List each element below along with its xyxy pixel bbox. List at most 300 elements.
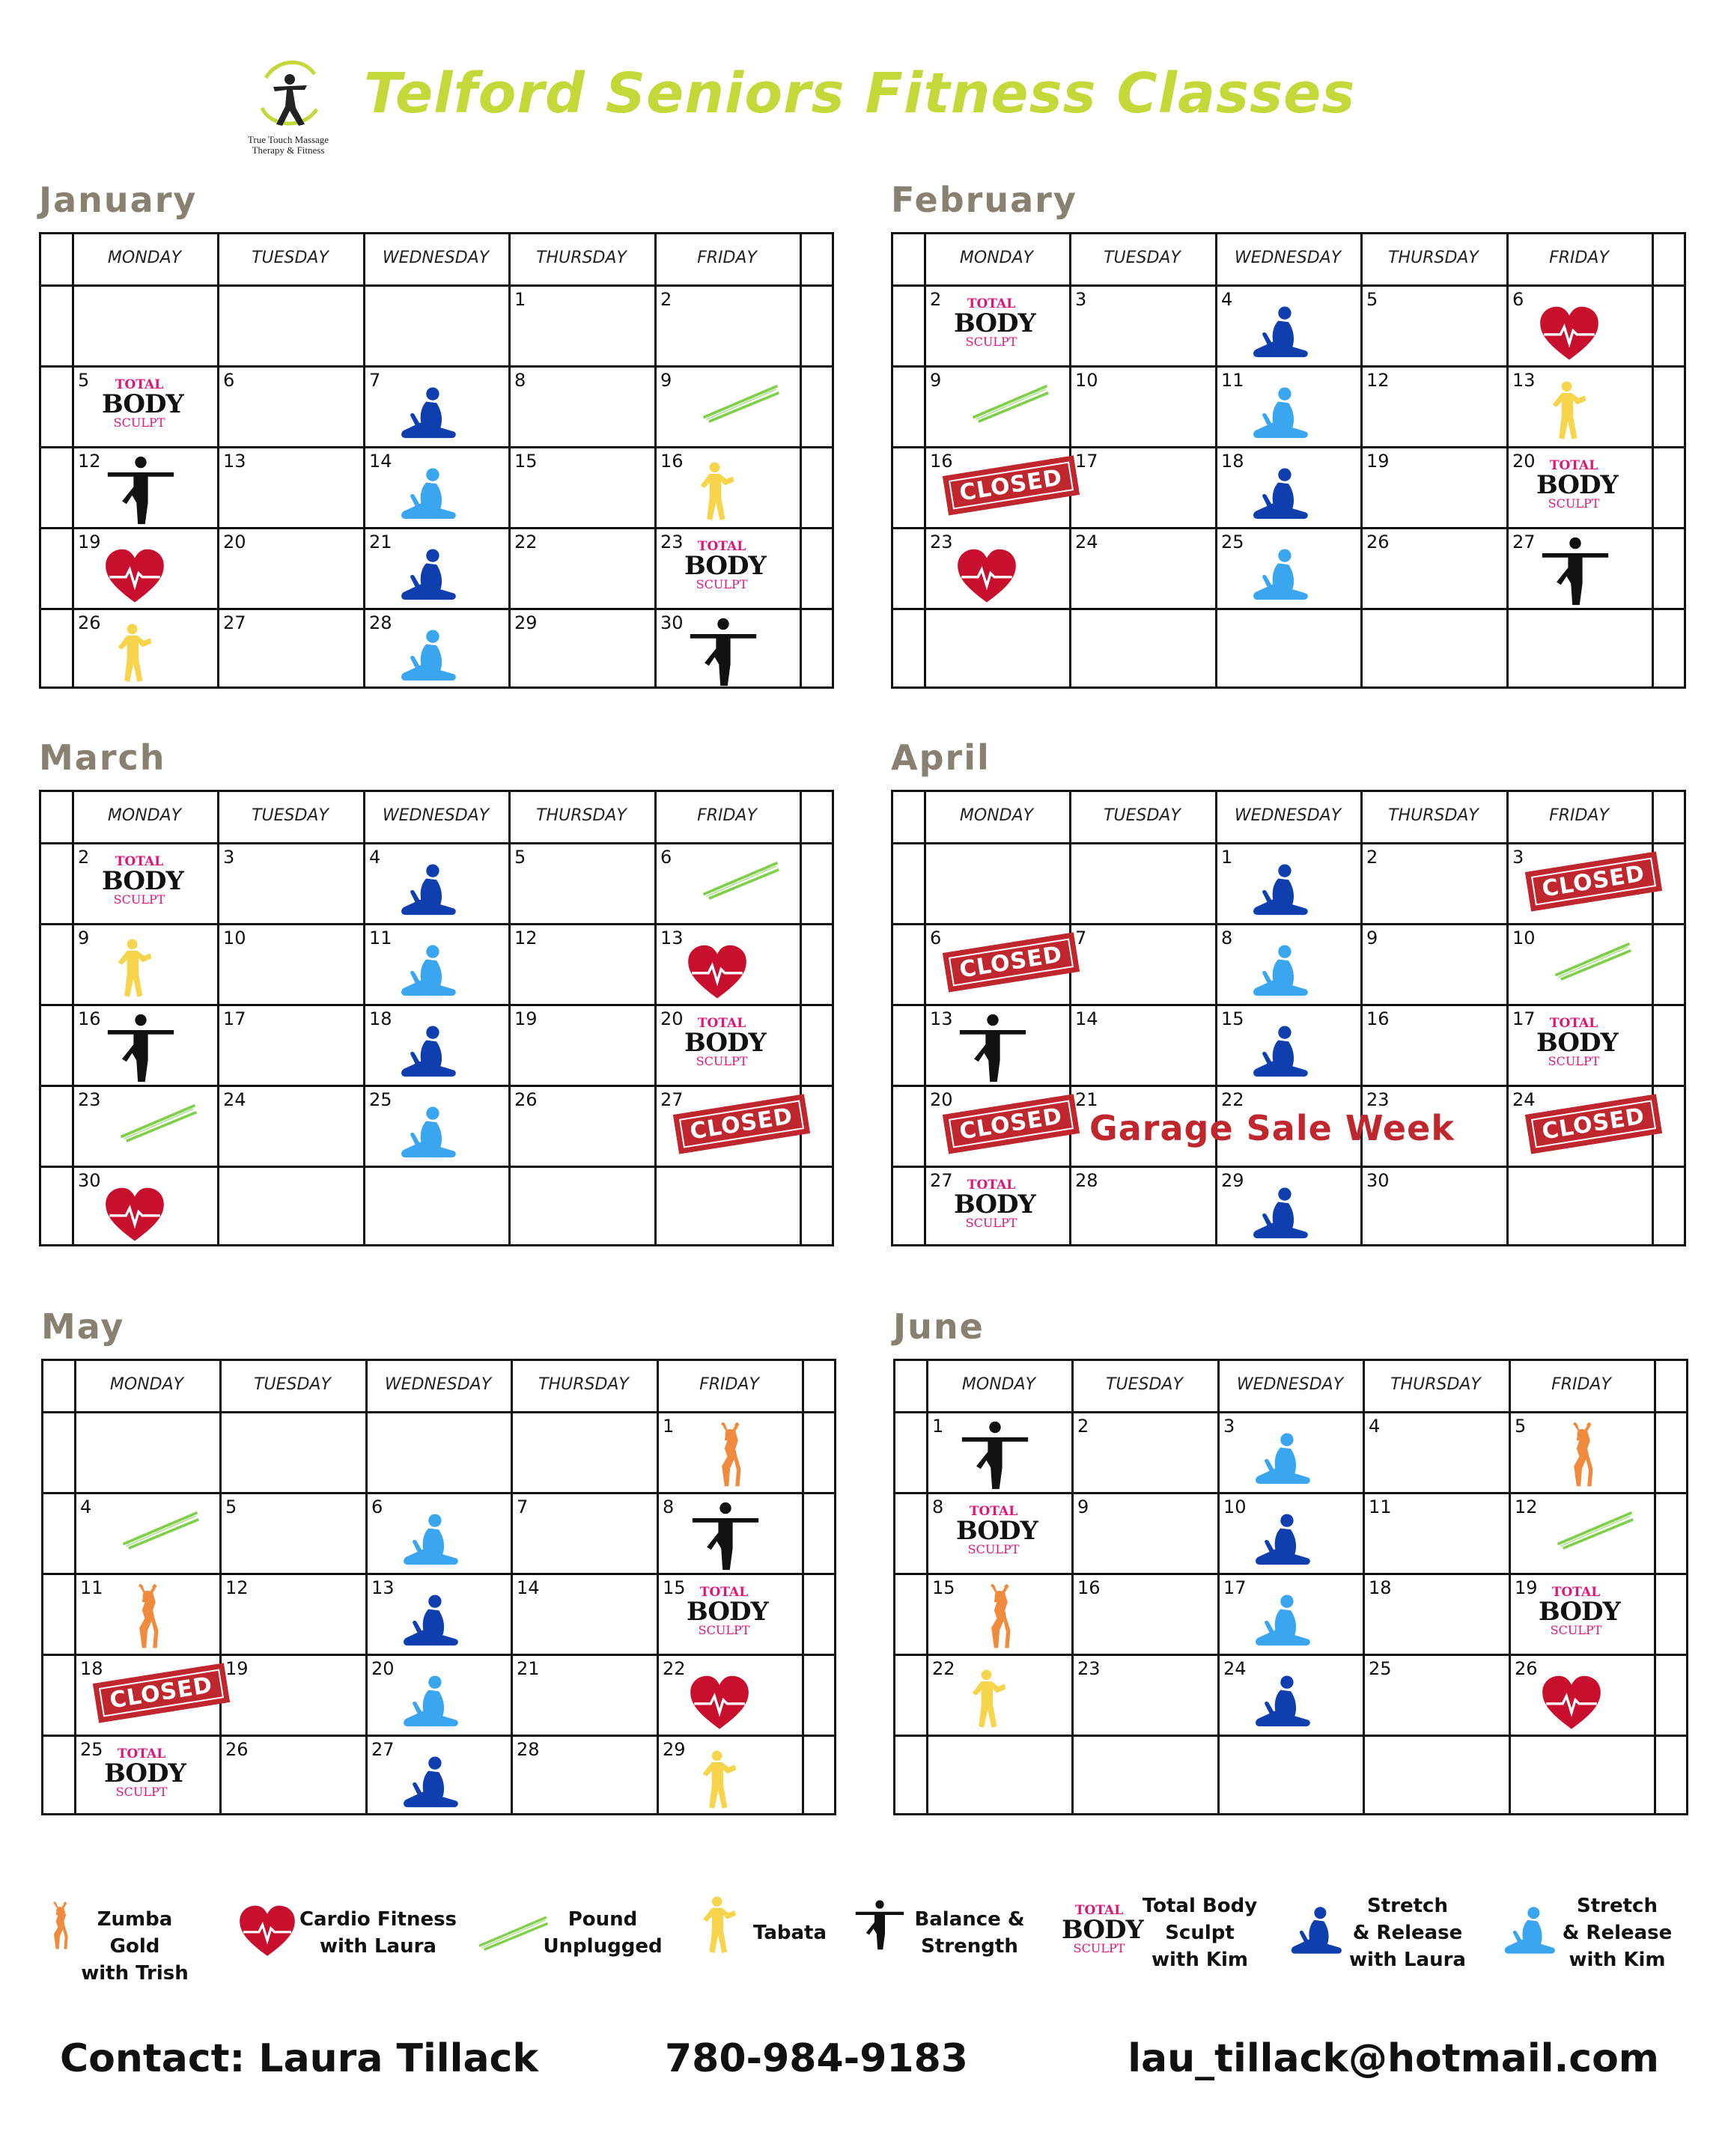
day-cell[interactable]	[1360, 923, 1506, 1004]
day-cell[interactable]	[217, 1004, 363, 1085]
grid-line	[832, 232, 834, 689]
day-number: 8	[663, 1496, 675, 1517]
day-cell[interactable]	[1217, 1573, 1363, 1654]
day-header-friday: FRIDAY	[697, 249, 757, 267]
grid-line	[41, 1359, 43, 1815]
grid-line	[800, 232, 802, 689]
day-cell[interactable]	[1360, 1166, 1506, 1246]
calendar-grid	[41, 1359, 836, 1815]
day-number: 8	[932, 1496, 944, 1517]
day-cell[interactable]	[365, 1654, 511, 1735]
pound-drumsticks-icon	[699, 382, 782, 426]
day-cell[interactable]	[654, 923, 800, 1004]
zumba-gold-dancer-icon	[127, 1583, 168, 1654]
day-cell[interactable]	[363, 1004, 508, 1085]
page-header	[0, 52, 1725, 157]
day-cell[interactable]	[1069, 527, 1215, 608]
day-header-friday: FRIDAY	[1551, 1375, 1611, 1394]
balance-strength-figure-icon	[105, 1013, 177, 1088]
day-cell[interactable]	[217, 527, 363, 608]
day-cell[interactable]	[363, 365, 508, 446]
day-cell[interactable]	[924, 527, 1069, 608]
day-cell[interactable]	[926, 1492, 1071, 1573]
day-cell[interactable]	[1509, 1573, 1654, 1654]
total-body-sculpt-icon: TOTAL BODY SCULPT	[1062, 1903, 1143, 1955]
day-cell[interactable]	[654, 527, 800, 608]
day-cell[interactable]	[1509, 1411, 1654, 1492]
day-number: 6	[223, 370, 235, 391]
cardio-heart-icon	[687, 1675, 752, 1735]
day-cell[interactable]	[1069, 365, 1215, 446]
day-cell[interactable]	[1363, 1654, 1509, 1735]
day-cell[interactable]	[657, 1735, 802, 1815]
day-cell[interactable]	[1506, 1004, 1652, 1085]
day-cell[interactable]	[924, 842, 1069, 923]
day-number: 30	[660, 612, 684, 633]
day-number: 13	[223, 451, 246, 472]
day-number: 16	[1366, 1008, 1390, 1029]
day-cell[interactable]	[654, 608, 800, 689]
day-number: 22	[663, 1658, 686, 1679]
day-number: 4	[369, 847, 381, 868]
day-number: 13	[930, 1008, 953, 1029]
day-cell[interactable]	[657, 1411, 802, 1492]
stretch-release-kim-icon	[1247, 546, 1312, 608]
zumba-gold-dancer-icon	[1561, 1422, 1603, 1492]
day-number: 16	[930, 451, 953, 472]
day-number: 9	[1077, 1496, 1089, 1517]
day-cell[interactable]	[365, 1492, 511, 1573]
day-cell[interactable]	[1360, 527, 1506, 608]
day-cell[interactable]	[74, 1654, 219, 1735]
day-cell[interactable]	[924, 923, 1069, 1004]
pound-drumsticks-icon	[119, 1508, 201, 1553]
day-number: 11	[1369, 1496, 1392, 1517]
tabata-boxer-icon	[700, 1894, 739, 1960]
day-cell[interactable]	[1069, 1004, 1215, 1085]
zumba-gold-dancer-icon	[979, 1583, 1020, 1654]
day-cell[interactable]	[72, 365, 217, 446]
day-number: 19	[78, 532, 101, 552]
day-cell[interactable]	[72, 446, 217, 527]
pound-drumsticks-icon	[699, 859, 782, 903]
day-cell[interactable]	[74, 1492, 219, 1573]
day-header-thursday: THURSDAY	[538, 1375, 629, 1394]
day-number: 4	[80, 1496, 92, 1517]
day-cell[interactable]	[1215, 842, 1360, 923]
day-cell[interactable]	[74, 1411, 219, 1492]
day-cell[interactable]	[217, 1085, 363, 1166]
day-cell[interactable]	[924, 608, 1069, 689]
day-cell[interactable]	[1506, 1085, 1652, 1166]
day-cell[interactable]	[654, 1085, 800, 1166]
day-cell[interactable]	[1506, 923, 1652, 1004]
day-header-friday: FRIDAY	[1549, 249, 1609, 267]
day-cell[interactable]	[1363, 1573, 1509, 1654]
day-header-wednesday: WEDNESDAY	[1234, 806, 1342, 825]
day-cell[interactable]	[1506, 842, 1652, 923]
day-cell[interactable]	[508, 1004, 654, 1085]
day-number: 12	[1366, 370, 1390, 391]
cardio-heart-icon	[102, 548, 168, 608]
tabata-boxer-icon	[699, 1748, 740, 1815]
day-cell[interactable]	[511, 1654, 657, 1735]
day-number: 27	[223, 612, 246, 633]
day-cell[interactable]	[1215, 1004, 1360, 1085]
closed-stamp-icon: CLOSED	[945, 466, 1077, 505]
day-cell[interactable]	[1506, 365, 1652, 446]
day-cell[interactable]	[363, 608, 508, 689]
day-cell[interactable]	[72, 842, 217, 923]
day-number: 15	[663, 1577, 686, 1598]
day-number: 3	[1075, 289, 1087, 310]
logo-text: True Touch Massage Therapy & Fitness	[247, 134, 329, 156]
day-cell[interactable]	[1360, 446, 1506, 527]
day-number: 14	[517, 1577, 540, 1598]
day-cell[interactable]	[1506, 284, 1652, 365]
stretch-release-laura-icon	[1249, 1673, 1315, 1735]
day-number: 2	[930, 289, 942, 310]
legend-label: Tabata	[752, 1922, 827, 1944]
day-number: 19	[514, 1008, 538, 1029]
day-number: 22	[514, 532, 538, 552]
day-number: 6	[930, 928, 942, 948]
day-header-tuesday: TUESDAY	[254, 1375, 331, 1394]
month-name: May	[41, 1306, 125, 1347]
calendar-grid	[891, 232, 1686, 689]
day-number: 26	[1515, 1658, 1538, 1679]
day-cell[interactable]	[511, 1492, 657, 1573]
day-number: 29	[514, 612, 538, 633]
day-cell[interactable]	[654, 446, 800, 527]
day-cell[interactable]	[217, 1166, 363, 1246]
day-cell[interactable]	[1509, 1735, 1654, 1815]
day-cell[interactable]	[926, 1411, 1071, 1492]
day-number: 23	[1366, 1089, 1390, 1110]
day-cell[interactable]	[72, 284, 217, 365]
day-cell[interactable]	[1506, 446, 1652, 527]
day-number: 15	[1221, 1008, 1244, 1029]
grid-line	[1686, 1359, 1688, 1815]
day-number: 9	[660, 370, 672, 391]
day-cell[interactable]	[365, 1735, 511, 1815]
total-body-sculpt-icon: TOTAL BODY SCULPT	[1539, 1585, 1620, 1637]
day-number: 26	[514, 1089, 538, 1110]
day-number: 25	[80, 1739, 103, 1760]
day-number: 5	[1515, 1416, 1527, 1437]
day-cell[interactable]	[363, 284, 508, 365]
day-cell[interactable]	[657, 1573, 802, 1654]
pound-drumsticks-icon	[117, 1101, 199, 1145]
contact-email[interactable]: lau_tillack@hotmail.com	[1128, 2036, 1659, 2081]
stretch-release-laura-icon	[397, 1592, 463, 1654]
day-cell[interactable]	[1069, 284, 1215, 365]
day-cell[interactable]	[72, 923, 217, 1004]
day-cell[interactable]	[508, 842, 654, 923]
day-number: 27	[371, 1739, 395, 1760]
balance-strength-figure-icon	[1539, 536, 1611, 611]
day-cell[interactable]	[508, 1166, 654, 1246]
day-cell[interactable]	[924, 284, 1069, 365]
day-number: 20	[223, 532, 246, 552]
day-cell[interactable]	[1217, 1492, 1363, 1573]
stretch-release-laura-icon	[395, 862, 460, 923]
day-cell[interactable]	[1069, 842, 1215, 923]
day-cell[interactable]	[1071, 1654, 1217, 1735]
day-cell[interactable]	[508, 923, 654, 1004]
day-number: 7	[369, 370, 381, 391]
day-cell[interactable]	[508, 365, 654, 446]
pound-drumsticks-icon	[969, 382, 1051, 426]
day-cell[interactable]	[72, 608, 217, 689]
day-cell[interactable]	[219, 1735, 365, 1815]
day-header-friday: FRIDAY	[699, 1375, 759, 1394]
day-cell[interactable]	[508, 284, 654, 365]
legend	[0, 1872, 1725, 1991]
day-number: 18	[369, 1008, 392, 1029]
day-number: 19	[225, 1658, 249, 1679]
day-cell[interactable]	[924, 1166, 1069, 1246]
day-number: 10	[1223, 1496, 1247, 1517]
day-cell[interactable]	[363, 1085, 508, 1166]
day-cell[interactable]	[1215, 923, 1360, 1004]
day-number: 2	[1366, 847, 1378, 868]
day-cell[interactable]	[1506, 527, 1652, 608]
day-cell[interactable]	[1217, 1735, 1363, 1815]
day-cell[interactable]	[1509, 1654, 1654, 1735]
day-cell[interactable]	[657, 1654, 802, 1735]
day-cell[interactable]	[1360, 284, 1506, 365]
day-number: 20	[1512, 451, 1536, 472]
day-number: 22	[1221, 1089, 1244, 1110]
day-cell[interactable]	[1217, 1411, 1363, 1492]
day-cell[interactable]	[508, 1085, 654, 1166]
day-header-friday: FRIDAY	[697, 806, 757, 825]
day-number: 10	[1512, 928, 1536, 948]
day-header-wednesday: WEDNESDAY	[1234, 249, 1342, 267]
day-cell[interactable]	[1071, 1411, 1217, 1492]
page-title: Telford Seniors Fitness Classes	[364, 61, 1356, 126]
legend-label: Total Body Sculpt with Kim	[1142, 1895, 1258, 1971]
day-cell[interactable]	[217, 923, 363, 1004]
stretch-release-laura-icon	[1247, 1023, 1312, 1085]
day-cell[interactable]	[508, 446, 654, 527]
day-cell[interactable]	[219, 1411, 365, 1492]
day-number: 15	[514, 451, 538, 472]
stretch-release-kim-icon	[1249, 1431, 1315, 1492]
stretch-release-laura-icon	[397, 1754, 463, 1815]
day-cell[interactable]	[363, 923, 508, 1004]
day-cell[interactable]	[72, 1166, 217, 1246]
stretch-release-kim-icon	[395, 466, 460, 527]
day-cell[interactable]	[924, 1004, 1069, 1085]
day-header-thursday: THURSDAY	[1388, 806, 1479, 825]
closed-stamp-icon: CLOSED	[945, 943, 1077, 982]
garage-sale-note: Garage Sale Week	[1089, 1108, 1455, 1148]
day-number: 25	[369, 1089, 392, 1110]
day-cell[interactable]	[1215, 446, 1360, 527]
calendar-grid	[893, 1359, 1688, 1815]
day-cell[interactable]	[1215, 527, 1360, 608]
day-cell[interactable]	[74, 1573, 219, 1654]
day-cell[interactable]	[1509, 1492, 1654, 1573]
closed-stamp-icon: CLOSED	[95, 1673, 228, 1713]
month-name: June	[893, 1306, 985, 1347]
day-number: 13	[1512, 370, 1536, 391]
stretch-release-kim-icon	[397, 1673, 463, 1735]
grid-line	[891, 232, 893, 689]
day-header-tuesday: TUESDAY	[1104, 249, 1181, 267]
day-header-thursday: THURSDAY	[1388, 249, 1479, 267]
month-name: February	[891, 180, 1077, 220]
day-cell[interactable]	[1363, 1735, 1509, 1815]
day-cell[interactable]	[924, 1085, 1069, 1166]
day-cell[interactable]	[365, 1411, 511, 1492]
legend-label: Cardio Fitness with Laura	[299, 1908, 457, 1958]
day-cell[interactable]	[654, 284, 800, 365]
grid-line	[39, 790, 41, 1246]
cardio-heart-icon	[236, 1904, 299, 1961]
day-cell[interactable]	[1215, 284, 1360, 365]
stretch-release-kim-icon	[1247, 943, 1312, 1004]
day-number: 9	[930, 370, 942, 391]
day-header-tuesday: TUESDAY	[252, 806, 329, 825]
day-cell[interactable]	[219, 1492, 365, 1573]
day-cell[interactable]	[1215, 1166, 1360, 1246]
day-cell[interactable]	[657, 1492, 802, 1573]
day-number: 16	[660, 451, 684, 472]
day-cell[interactable]	[1071, 1735, 1217, 1815]
day-cell[interactable]	[1069, 923, 1215, 1004]
cardio-heart-icon	[102, 1187, 168, 1246]
day-cell[interactable]	[924, 365, 1069, 446]
day-cell[interactable]	[926, 1735, 1071, 1815]
day-cell[interactable]	[72, 1085, 217, 1166]
day-number: 10	[223, 928, 246, 948]
balance-strength-figure-icon	[687, 617, 759, 692]
closed-stamp-icon: CLOSED	[1527, 862, 1660, 901]
day-header-monday: MONDAY	[959, 249, 1034, 267]
day-cell[interactable]	[1360, 608, 1506, 689]
day-cell[interactable]	[926, 1654, 1071, 1735]
day-cell[interactable]	[924, 446, 1069, 527]
footer	[0, 2036, 1725, 2104]
day-number: 15	[932, 1577, 955, 1598]
calendar-grid	[39, 790, 834, 1246]
day-cell[interactable]	[654, 1166, 800, 1246]
day-cell[interactable]	[1215, 365, 1360, 446]
day-cell[interactable]	[1360, 365, 1506, 446]
day-cell[interactable]	[363, 1166, 508, 1246]
day-cell[interactable]	[365, 1573, 511, 1654]
day-cell[interactable]	[1363, 1411, 1509, 1492]
stretch-release-laura-icon	[1247, 862, 1312, 923]
day-cell[interactable]	[217, 284, 363, 365]
day-cell[interactable]	[363, 446, 508, 527]
day-number: 16	[78, 1008, 101, 1029]
day-cell[interactable]	[1069, 446, 1215, 527]
tabata-boxer-icon	[968, 1667, 1010, 1735]
day-header-thursday: THURSDAY	[536, 806, 627, 825]
day-number: 24	[223, 1089, 246, 1110]
grid-line	[1654, 1359, 1656, 1815]
day-number: 28	[1075, 1170, 1098, 1191]
day-number: 16	[1077, 1577, 1101, 1598]
day-header-wednesday: WEDNESDAY	[382, 249, 490, 267]
day-cell[interactable]	[654, 1004, 800, 1085]
balance-strength-figure-icon	[105, 455, 177, 530]
balance-strength-figure-icon	[957, 1013, 1029, 1088]
day-cell[interactable]	[926, 1573, 1071, 1654]
day-header-friday: FRIDAY	[1549, 806, 1609, 825]
day-number: 12	[78, 451, 101, 472]
month-name: March	[39, 737, 166, 778]
day-number: 20	[660, 1008, 684, 1029]
day-cell[interactable]	[74, 1735, 219, 1815]
day-cell[interactable]	[1069, 1166, 1215, 1246]
day-cell[interactable]	[654, 842, 800, 923]
day-cell[interactable]	[72, 527, 217, 608]
day-cell[interactable]	[363, 527, 508, 608]
day-number: 8	[514, 370, 526, 391]
grid-line	[1684, 232, 1686, 689]
day-cell[interactable]	[219, 1654, 365, 1735]
day-number: 8	[1221, 928, 1233, 948]
day-number: 2	[78, 847, 90, 868]
day-header-thursday: THURSDAY	[1390, 1375, 1481, 1394]
day-cell[interactable]	[1215, 608, 1360, 689]
day-number: 3	[1512, 847, 1524, 868]
total-body-sculpt-icon: TOTAL BODY SCULPT	[102, 377, 183, 430]
stretch-release-kim-icon	[397, 1511, 463, 1573]
day-header-tuesday: TUESDAY	[252, 249, 329, 267]
day-cell[interactable]	[217, 446, 363, 527]
day-cell[interactable]	[219, 1573, 365, 1654]
day-cell[interactable]	[1069, 608, 1215, 689]
day-cell[interactable]	[1071, 1492, 1217, 1573]
day-cell[interactable]	[511, 1735, 657, 1815]
day-number: 27	[660, 1089, 684, 1110]
tabata-boxer-icon	[114, 937, 156, 1004]
stretch-release-laura-icon	[1247, 304, 1312, 365]
day-cell[interactable]	[1360, 842, 1506, 923]
day-cell[interactable]	[1363, 1492, 1509, 1573]
day-cell[interactable]	[508, 608, 654, 689]
day-cell[interactable]	[1360, 1004, 1506, 1085]
day-cell[interactable]	[654, 365, 800, 446]
day-number: 17	[1223, 1577, 1247, 1598]
day-cell[interactable]	[1217, 1654, 1363, 1735]
month-name: April	[891, 737, 991, 778]
day-cell[interactable]	[217, 842, 363, 923]
day-number: 26	[225, 1739, 249, 1760]
day-cell[interactable]	[72, 1004, 217, 1085]
day-cell[interactable]	[217, 365, 363, 446]
day-cell[interactable]	[508, 527, 654, 608]
day-number: 22	[932, 1658, 955, 1679]
day-cell[interactable]	[1071, 1573, 1217, 1654]
stretch-release-kim-icon	[395, 627, 460, 689]
day-cell[interactable]	[1506, 1166, 1652, 1246]
day-cell[interactable]	[363, 842, 508, 923]
day-cell[interactable]	[1506, 608, 1652, 689]
day-number: 18	[80, 1658, 103, 1679]
day-cell[interactable]	[217, 608, 363, 689]
legend-label: Pound Unplugged	[543, 1908, 663, 1958]
day-cell[interactable]	[511, 1573, 657, 1654]
day-cell[interactable]	[511, 1411, 657, 1492]
total-body-sculpt-icon: TOTAL BODY SCULPT	[954, 1178, 1035, 1230]
